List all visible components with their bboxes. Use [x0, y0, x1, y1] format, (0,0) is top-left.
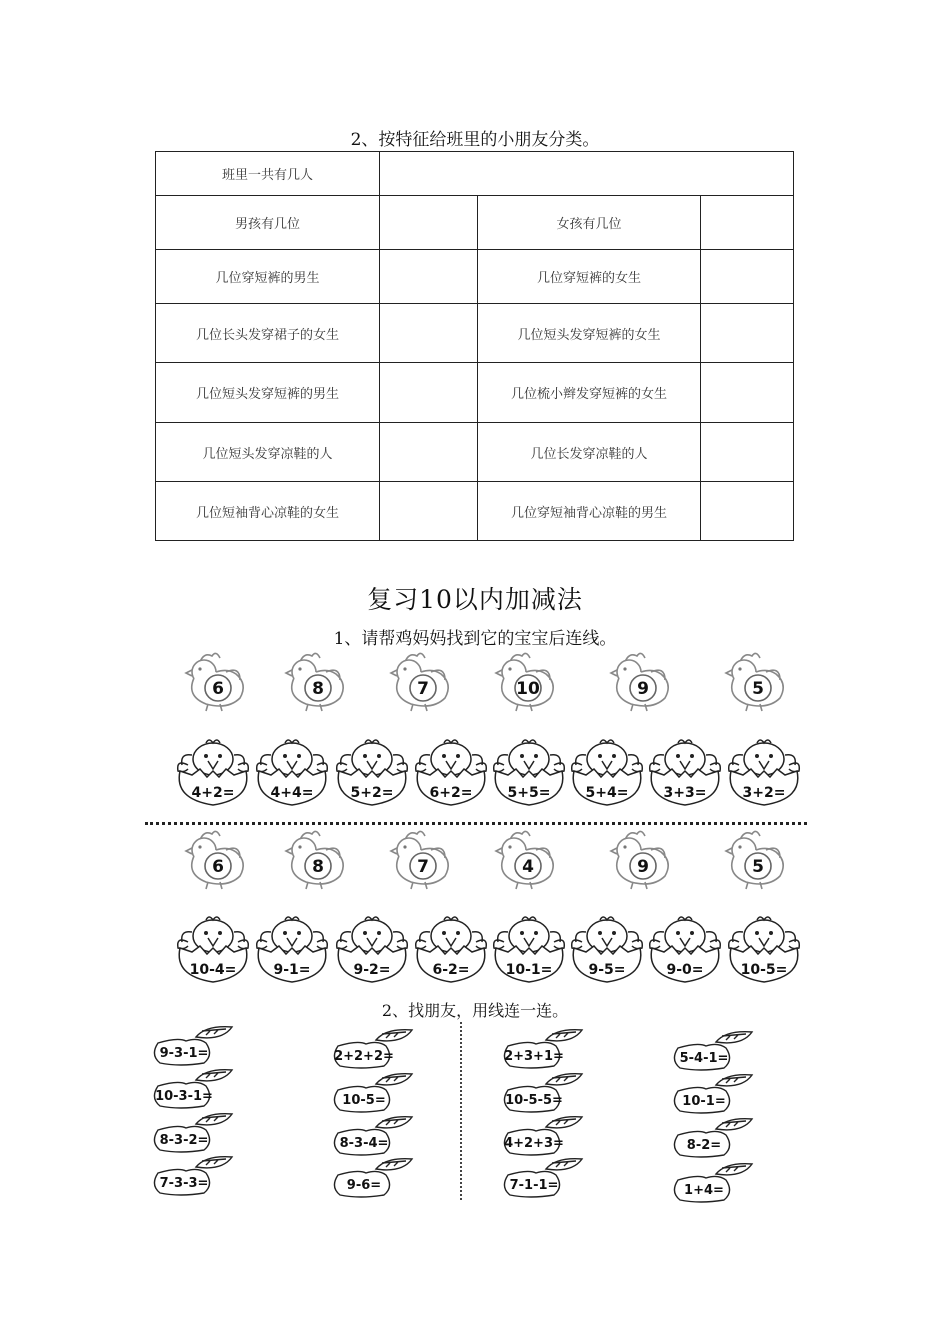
- apple-equation: 9-3-1=: [159, 1046, 209, 1061]
- chick-equation: 3+2=: [742, 785, 786, 801]
- chick-equation: 4+2=: [191, 785, 235, 801]
- hen-item[interactable]: [180, 648, 250, 712]
- classification-table: [155, 151, 794, 541]
- chick-item[interactable]: [568, 735, 644, 807]
- hen-icon: [605, 826, 675, 890]
- chick-item[interactable]: [253, 912, 329, 984]
- hen-icon: [280, 826, 350, 890]
- apple-equation: 2+3+1=: [504, 1049, 564, 1064]
- table-cell-answer[interactable]: [701, 250, 794, 304]
- table-cell-answer[interactable]: [380, 250, 478, 304]
- chick-equation: 10-1=: [505, 962, 553, 978]
- chick-in-egg-icon: [490, 735, 568, 809]
- hen-item[interactable]: [720, 826, 790, 890]
- table-row: [156, 250, 794, 304]
- apple-icon: [150, 1068, 250, 1110]
- chick-item[interactable]: [725, 735, 801, 807]
- apple-item[interactable]: [150, 1155, 246, 1195]
- chick-item[interactable]: [412, 912, 488, 984]
- hen-icon: [280, 648, 350, 712]
- chick-item[interactable]: [333, 735, 409, 807]
- apple-equation: 8-3-4=: [339, 1136, 389, 1151]
- table-cell-label: 几位短袖背心凉鞋的女生: [156, 482, 380, 541]
- task1-title: 1、请帮鸡妈妈找到它的宝宝后连线。: [333, 629, 617, 649]
- table-cell-answer[interactable]: [380, 304, 478, 363]
- apple-icon: [670, 1162, 770, 1204]
- apple-item[interactable]: [670, 1162, 766, 1202]
- chick-in-egg-icon: [333, 735, 411, 809]
- chick-in-egg-icon: [412, 735, 490, 809]
- dotted-divider: [145, 822, 807, 825]
- hen-number: 8: [312, 857, 324, 877]
- apple-icon: [500, 1157, 600, 1199]
- hen-item[interactable]: [490, 826, 560, 890]
- apple-equation: 1+4=: [684, 1183, 724, 1198]
- apple-equation: 10-1=: [682, 1094, 726, 1109]
- chick-in-egg-icon: [725, 912, 803, 986]
- chick-equation: 10-5=: [740, 962, 788, 978]
- section2-title: 2、按特征给班里的小朋友分类。: [350, 130, 600, 150]
- apple-item[interactable]: [500, 1157, 596, 1197]
- chick-item[interactable]: [568, 912, 644, 984]
- hen-item[interactable]: [385, 826, 455, 890]
- table-row: [156, 423, 794, 482]
- table-cell-answer[interactable]: [701, 363, 794, 423]
- apple-icon: [150, 1025, 250, 1067]
- apple-equation: 4+2+3=: [504, 1136, 564, 1151]
- chick-in-egg-icon: [253, 912, 331, 986]
- task2-title: 2、找朋友，用线连一连。: [381, 1001, 569, 1020]
- table-row: [156, 152, 794, 196]
- hen-item[interactable]: [720, 648, 790, 712]
- table-cell-answer[interactable]: [380, 196, 478, 250]
- apple-equation: 7-1-1=: [509, 1178, 559, 1193]
- hen-number: 7: [417, 857, 429, 877]
- chick-in-egg-icon: [725, 735, 803, 809]
- apple-item[interactable]: [330, 1115, 426, 1155]
- hen-number: 5: [752, 857, 764, 877]
- apple-equation: 8-3-2=: [159, 1133, 209, 1148]
- chick-item[interactable]: [490, 735, 566, 807]
- table-row: [156, 482, 794, 541]
- apple-item[interactable]: [330, 1028, 426, 1068]
- chick-in-egg-icon: [568, 912, 646, 986]
- hen-number: 5: [752, 679, 764, 699]
- chick-equation: 5+5=: [507, 785, 551, 801]
- chick-equation: 5+2=: [350, 785, 394, 801]
- chick-equation: 10-4=: [189, 962, 237, 978]
- apple-icon: [670, 1030, 770, 1072]
- chick-equation: 3+3=: [663, 785, 707, 801]
- chick-item[interactable]: [174, 912, 250, 984]
- table-cell-label: 几位穿短裤的女生: [478, 250, 701, 304]
- apple-equation: 10-5=: [342, 1093, 386, 1108]
- chick-item[interactable]: [412, 735, 488, 807]
- hen-number: 6: [212, 679, 224, 699]
- chick-in-egg-icon: [412, 912, 490, 986]
- apple-item[interactable]: [670, 1030, 766, 1070]
- hen-item[interactable]: [385, 648, 455, 712]
- table-row: [156, 304, 794, 363]
- apple-item[interactable]: [150, 1112, 246, 1152]
- chick-item[interactable]: [646, 735, 722, 807]
- chick-item[interactable]: [725, 912, 801, 984]
- table-cell-answer[interactable]: [380, 152, 794, 196]
- table-cell-answer[interactable]: [701, 304, 794, 363]
- apple-item[interactable]: [330, 1157, 426, 1197]
- chick-equation: 5+4=: [585, 785, 629, 801]
- table-cell-label: 几位长发穿凉鞋的人: [478, 423, 701, 482]
- chick-in-egg-icon: [646, 912, 724, 986]
- table-cell-label: 几位穿短袖背心凉鞋的男生: [478, 482, 701, 541]
- chick-item[interactable]: [253, 735, 329, 807]
- apple-equation: 2+2+2=: [334, 1049, 394, 1064]
- table-cell-label: 班里一共有几人: [156, 152, 380, 196]
- apple-icon: [330, 1115, 430, 1157]
- table-cell-answer[interactable]: [380, 363, 478, 423]
- table-row: [156, 363, 794, 423]
- chick-item[interactable]: [490, 912, 566, 984]
- apple-icon: [330, 1072, 430, 1114]
- table-cell-label: 几位梳小辫发穿短裤的女生: [478, 363, 701, 423]
- table-row: [156, 196, 794, 250]
- apple-item[interactable]: [670, 1117, 766, 1157]
- table-cell-answer[interactable]: [380, 482, 478, 541]
- hen-icon: [605, 648, 675, 712]
- table-cell-label: 女孩有几位: [478, 196, 701, 250]
- apple-equation: 9-6=: [346, 1178, 382, 1193]
- chick-item[interactable]: [646, 912, 722, 984]
- chick-in-egg-icon: [253, 735, 331, 809]
- hen-icon: [490, 826, 560, 890]
- apple-equation: 5-4-1=: [679, 1051, 729, 1066]
- chick-equation: 6-2=: [432, 962, 470, 978]
- hen-number: 9: [637, 857, 649, 877]
- table-cell-label: 几位短头发穿凉鞋的人: [156, 423, 380, 482]
- apple-icon: [500, 1072, 600, 1114]
- hen-icon: [385, 648, 455, 712]
- chick-in-egg-icon: [490, 912, 568, 986]
- chick-equation: 4+4=: [270, 785, 314, 801]
- review-title: 复习10以内加减法: [367, 585, 583, 614]
- chick-item[interactable]: [174, 735, 250, 807]
- hen-icon: [385, 826, 455, 890]
- hen-number: 8: [312, 679, 324, 699]
- hen-number: 10: [516, 679, 540, 699]
- table-cell-label: 几位长头发穿裙子的女生: [156, 304, 380, 363]
- dotted-vertical-divider: [460, 1022, 462, 1200]
- chick-equation: 9-0=: [666, 962, 704, 978]
- apple-item[interactable]: [500, 1115, 596, 1155]
- chick-in-egg-icon: [174, 735, 252, 809]
- chick-in-egg-icon: [568, 735, 646, 809]
- table-cell-label: 几位短头发穿短裤的男生: [156, 363, 380, 423]
- apple-item[interactable]: [500, 1028, 596, 1068]
- apple-equation: 10-3-1=: [155, 1089, 213, 1104]
- hen-item[interactable]: [605, 648, 675, 712]
- chick-equation: 9-5=: [588, 962, 626, 978]
- apple-icon: [150, 1155, 250, 1197]
- apple-item[interactable]: [150, 1068, 246, 1108]
- table-cell-label: 几位短头发穿短裤的女生: [478, 304, 701, 363]
- apple-item[interactable]: [500, 1072, 596, 1112]
- table-cell-answer[interactable]: [701, 482, 794, 541]
- hen-icon: [720, 648, 790, 712]
- apple-icon: [330, 1157, 430, 1199]
- chick-in-egg-icon: [174, 912, 252, 986]
- table-cell-answer[interactable]: [701, 423, 794, 482]
- apple-item[interactable]: [150, 1025, 246, 1065]
- hen-icon: [180, 826, 250, 890]
- table-cell-label: 男孩有几位: [156, 196, 380, 250]
- apple-icon: [670, 1073, 770, 1115]
- chick-in-egg-icon: [333, 912, 411, 986]
- hen-number: 7: [417, 679, 429, 699]
- chick-equation: 6+2=: [429, 785, 473, 801]
- hen-item[interactable]: [490, 648, 560, 712]
- apple-item[interactable]: [330, 1072, 426, 1112]
- hen-item[interactable]: [280, 648, 350, 712]
- hen-icon: [490, 648, 560, 712]
- hen-number: 9: [637, 679, 649, 699]
- chick-in-egg-icon: [646, 735, 724, 809]
- chick-equation: 9-1=: [273, 962, 311, 978]
- chick-equation: 9-2=: [353, 962, 391, 978]
- apple-equation: 7-3-3=: [159, 1176, 209, 1191]
- hen-number: 6: [212, 857, 224, 877]
- table-cell-label: 几位穿短裤的男生: [156, 250, 380, 304]
- apple-icon: [330, 1028, 430, 1070]
- apple-icon: [670, 1117, 770, 1159]
- apple-item[interactable]: [670, 1073, 766, 1113]
- hen-item[interactable]: [180, 826, 250, 890]
- apple-equation: 8-2=: [686, 1138, 722, 1153]
- apple-icon: [150, 1112, 250, 1154]
- hen-item[interactable]: [605, 826, 675, 890]
- hen-icon: [180, 648, 250, 712]
- chick-item[interactable]: [333, 912, 409, 984]
- hen-number: 4: [522, 857, 534, 877]
- table-cell-answer[interactable]: [380, 423, 478, 482]
- hen-icon: [720, 826, 790, 890]
- apple-icon: [500, 1115, 600, 1157]
- apple-icon: [500, 1028, 600, 1070]
- table-cell-answer[interactable]: [701, 196, 794, 250]
- apple-equation: 10-5-5=: [505, 1093, 563, 1108]
- hen-item[interactable]: [280, 826, 350, 890]
